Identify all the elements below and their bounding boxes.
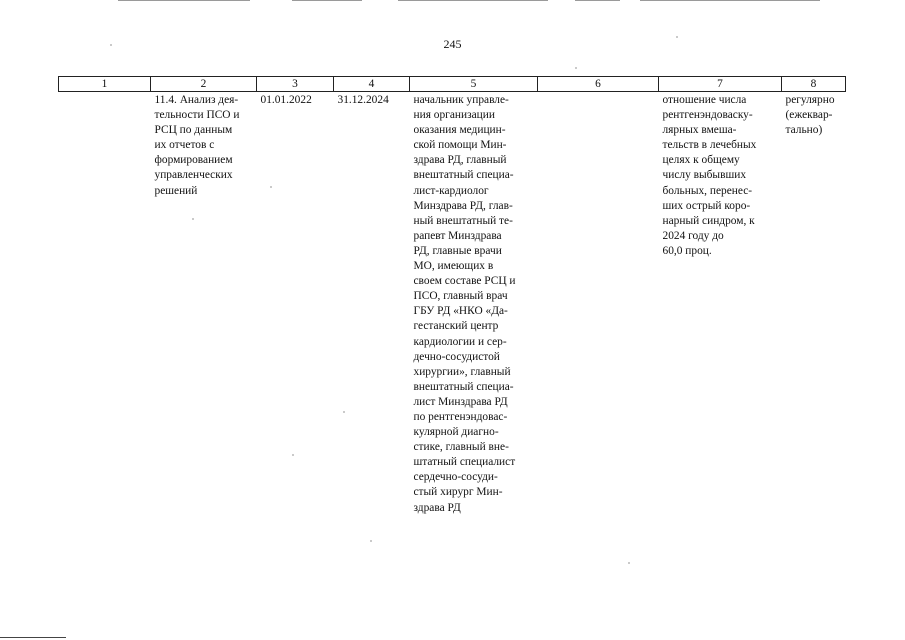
scan-speck xyxy=(370,540,372,542)
table-header-row xyxy=(59,77,846,92)
page-number: 245 xyxy=(443,37,462,51)
scan-speck xyxy=(343,411,345,413)
cell-activity: 11.4. Анализ дея- тельности ПСО и РСЦ по данным их отчетов с формированием управленческих решений xyxy=(154,94,240,197)
scan-speck xyxy=(192,218,194,220)
cell-number xyxy=(59,92,151,516)
cell-end-date: 31.12.2024 xyxy=(337,94,389,106)
column-header: 5 xyxy=(410,77,538,92)
column-header: 3 xyxy=(257,77,334,92)
scan-edge-line xyxy=(118,0,250,1)
scan-speck xyxy=(292,454,294,456)
scan-edge-line xyxy=(398,0,548,1)
scan-edge-line xyxy=(0,637,66,638)
scan-speck xyxy=(270,186,272,188)
column-header: 2 xyxy=(151,77,257,92)
column-header: 6 xyxy=(538,77,659,92)
column-header: 7 xyxy=(659,77,782,92)
cell-responsible: начальник управле- ния организации оказания медицин- ской помощи Мин- здрава РД, главный внештатный специа- лист-кардиолог Минздрава РД, глав- ный внештатный те- рапевт Минздрава РД, главные врачи МО, имеющих в своем составе РСЦ и ПСО, главный врач ГБУ РД «НКО «Да- гестанский центр кардиологии и сер- дечно-сосудистой хирургии», главный внештатный специа- лист Минздрава РД по рентгенэндовас- кулярной диагно- стике, главный вне- штатный специалист сердечно-сосуди- стый хирург Мин- здрава РД xyxy=(413,94,516,514)
column-header: 4 xyxy=(334,77,410,92)
table-row xyxy=(59,92,846,516)
scan-edge-line xyxy=(640,0,820,1)
scan-edge-line xyxy=(575,0,620,1)
cell-indicator: отношение числа рентгенэндоваску- лярных вмеша- тельств в лечебных целях к общему числу выбывших больных, перенес- ших острый коро- нарный синдром, к 2024 году до 60,0 проц. xyxy=(662,94,757,257)
cell-column-6 xyxy=(538,92,659,516)
scan-edge-line xyxy=(292,0,362,1)
scan-speck xyxy=(575,67,577,69)
column-header: 1 xyxy=(59,77,151,92)
document-table xyxy=(58,76,846,516)
scan-speck xyxy=(676,36,678,38)
cell-frequency: регулярно (ежеквар- тально) xyxy=(785,94,835,137)
scan-speck xyxy=(628,562,630,564)
scan-speck xyxy=(110,44,112,46)
column-header: 8 xyxy=(782,77,846,92)
cell-start-date: 01.01.2022 xyxy=(260,94,312,106)
